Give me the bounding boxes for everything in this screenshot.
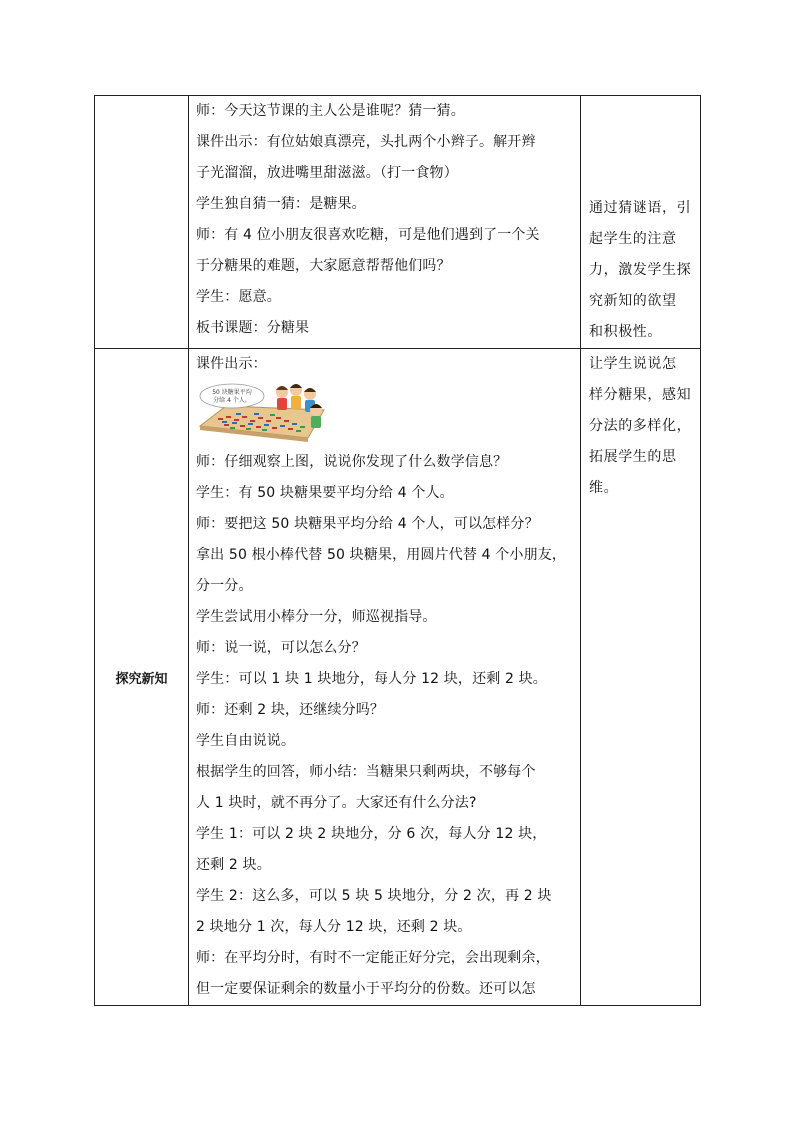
activity-line: 学生 2：这么多，可以 5 块 5 块地分，分 2 次，再 2 块	[196, 888, 552, 904]
activity-line: 学生独自猜一猜：是糖果。	[196, 196, 366, 212]
activity-cell	[189, 96, 581, 349]
lesson-plan-table	[94, 95, 701, 1006]
design-intent-line: 维。	[589, 480, 619, 496]
activity-line: 板书课题：分糖果	[196, 320, 310, 336]
design-intent-cell	[581, 349, 701, 1006]
activity-line: 2 块地分 1 次，每人分 12 块，还剩 2 块。	[196, 919, 472, 935]
activity-line: 师：还剩 2 块，还继续分吗？	[196, 702, 385, 718]
lesson-row-intro	[95, 96, 701, 349]
activity-line: 课件出示：有位姑娘真漂亮，头扎两个小辫子。解开辫	[196, 134, 536, 150]
design-intent-cell	[581, 96, 701, 349]
bubble-caption-line: 分给 4 个人。	[213, 397, 251, 404]
candy-sharing-illustration	[196, 382, 328, 446]
design-intent-line: 力，激发学生探	[589, 262, 692, 278]
activity-line: 学生：可以 1 块 1 块地分，每人分 12 块，还剩 2 块。	[196, 671, 547, 687]
design-intent-line: 通过猜谜语，引	[589, 200, 692, 216]
design-intent-line: 分法的多样化，	[589, 418, 692, 434]
activity-line: 课件出示：	[196, 356, 267, 372]
activity-line: 师：要把这 50 块糖果平均分给 4 个人，可以怎样分？	[196, 516, 539, 532]
design-intent-line: 究新知的欲望	[589, 293, 677, 309]
design-intent-line: 和积极性。	[589, 324, 662, 340]
activity-line: 于分糖果的难题，大家愿意帮帮他们吗？	[196, 258, 451, 274]
activity-line: 学生 1：可以 2 块 2 块地分，分 6 次，每人分 12 块，	[196, 826, 547, 842]
activity-line: 师：今天这节课的主人公是谁呢？猜一猜。	[196, 103, 465, 119]
activity-line: 子光溜溜，放进嘴里甜滋滋。（打一食物）	[196, 165, 458, 181]
activity-line: 学生尝试用小棒分一分，师巡视指导。	[196, 609, 437, 625]
design-intent-line: 拓展学生的思	[589, 449, 677, 465]
activity-line: 学生：有 50 块糖果要平均分给 4 个人。	[196, 485, 454, 501]
stage-label-cell	[95, 96, 189, 349]
activity-line: 分一分。	[196, 578, 253, 594]
activity-line: 师：说一说，可以怎么分？	[196, 640, 366, 656]
stage-label: 探究新知	[115, 671, 168, 687]
activity-line: 还剩 2 块。	[196, 857, 271, 873]
lesson-row-explore	[95, 349, 701, 1006]
activity-line: 拿出 50 根小棒代替 50 块糖果，用圆片代替 4 个小朋友，	[196, 547, 567, 563]
design-intent-line: 样分糖果，感知	[589, 387, 692, 403]
activity-line: 根据学生的回答，师小结：当糖果只剩两块，不够每个	[196, 764, 536, 780]
activity-line: 学生：愿意。	[196, 289, 281, 305]
design-intent-line: 让学生说说怎	[589, 356, 677, 372]
design-intent-line: 起学生的注意	[589, 231, 677, 247]
activity-line: 师：有 4 位小朋友很喜欢吃糖，可是他们遇到了一个关	[196, 227, 540, 243]
bubble-caption-line: 50 块糖果平均	[212, 389, 252, 396]
activity-line: 学生自由说说。	[196, 733, 296, 749]
activity-cell	[189, 349, 581, 1006]
stage-label-cell	[95, 349, 189, 1006]
activity-line: 师：在平均分时，有时不一定能正好分完，会出现剩余，	[196, 950, 550, 966]
activity-line: 师：仔细观察上图，说说你发现了什么数学信息？	[196, 454, 508, 470]
activity-line: 但一定要保证剩余的数量小于平均分的份数。还可以怎	[196, 981, 536, 997]
activity-line: 人 1 块时，就不再分了。大家还有什么分法?	[196, 795, 477, 811]
